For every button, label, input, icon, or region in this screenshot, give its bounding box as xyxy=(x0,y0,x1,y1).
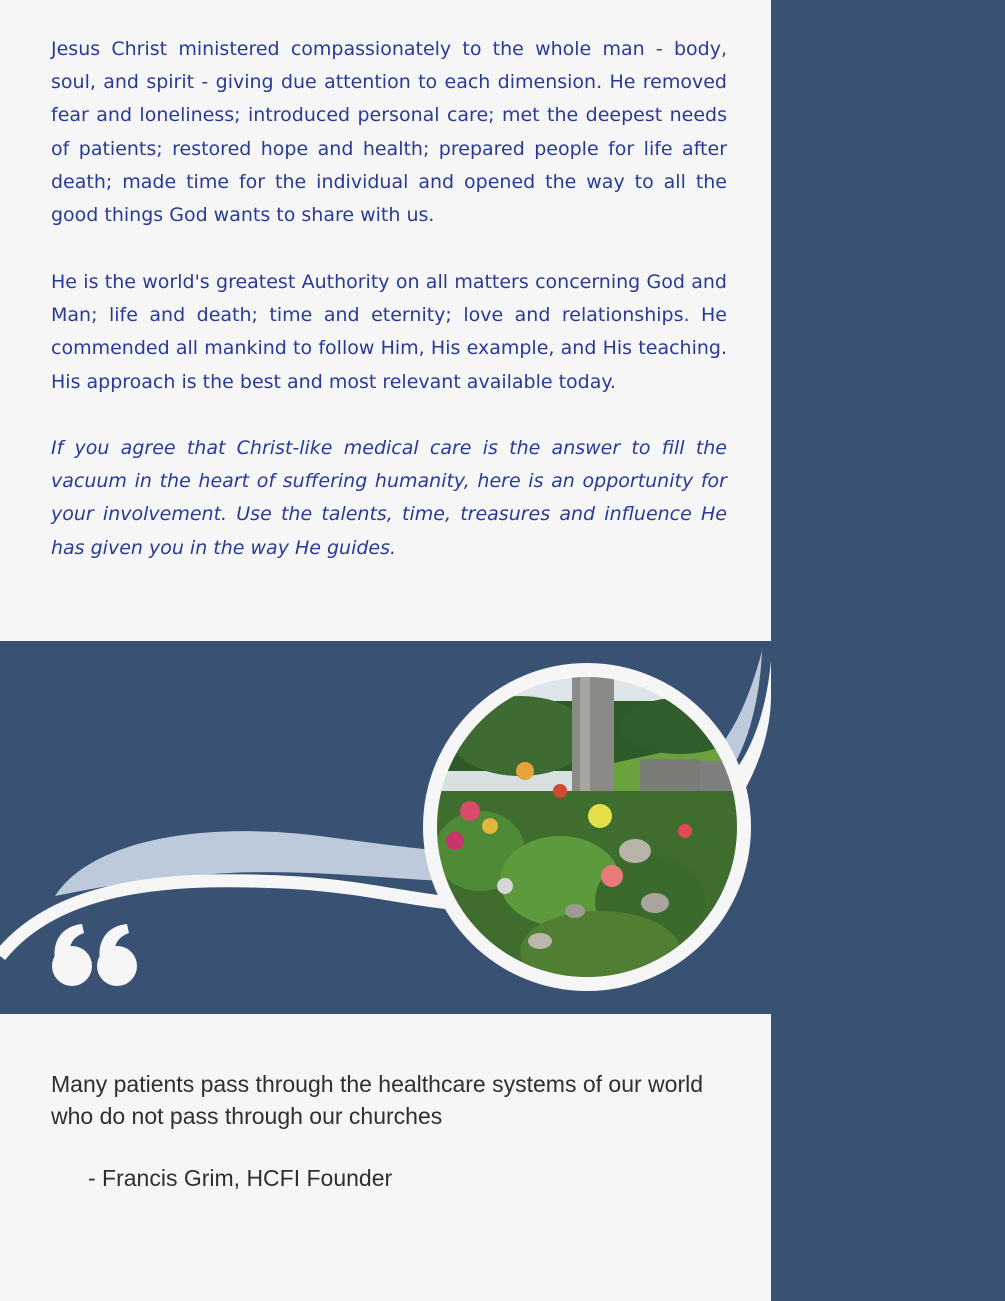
opening-double-quote-icon xyxy=(52,924,137,986)
quote-attribution: - Francis Grim, HCFI Founder xyxy=(88,1165,393,1191)
banner-graphic xyxy=(0,641,771,1014)
paragraph-ministry: Jesus Christ ministered compassionately to the whole man - body, soul, and spirit - giving due attention to each dimension. He removed fear and loneliness; introduced personal care; met the deepest needs of patients; restored hope and health; prepared people for life after death; made time for the individual and opened the way to all the good things God wants to share with us. xyxy=(51,38,727,227)
decorative-banner xyxy=(0,641,771,1014)
paragraph-invitation: If you agree that Christ-like medical care is the answer to fill the vacuum in the heart of suffering humanity, here is an opportunity for your involvement. Use the talents, time, treasures and influence He has given you in the way He guides. xyxy=(51,437,727,559)
quote-text: Many patients pass through the healthcare systems of our world who do not pass through our churches xyxy=(51,1071,704,1129)
side-panel xyxy=(771,0,1005,1301)
paragraph-authority: He is the world's greatest Authority on all matters concerning God and Man; life and death; time and eternity; love and relationships. He commended all mankind to follow Him, His example, and His teaching. His approach is the best and most relevant available today. xyxy=(51,271,727,393)
